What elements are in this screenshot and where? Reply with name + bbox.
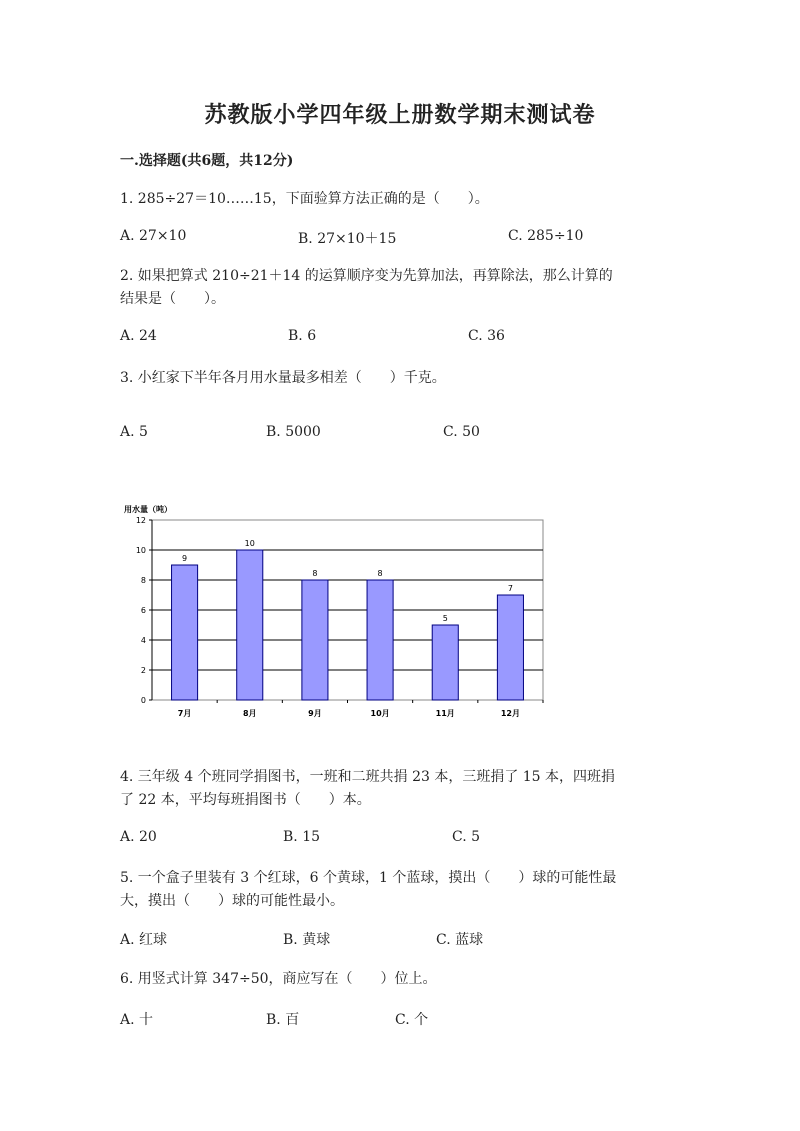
data-label: 7 [507,584,513,593]
bar [302,580,328,700]
question-5-option-c[interactable]: C. 蓝球 [436,932,484,948]
data-label: 8 [312,569,318,578]
question-4-option-b[interactable]: B. 15 [283,829,321,845]
question-2-option-b[interactable]: B. 6 [288,328,317,344]
y-tick-label: 2 [140,666,146,675]
x-tick-label: 10月 [370,709,390,718]
y-tick-label: 6 [140,606,146,615]
question-1-text: 1. 285÷27＝10……15，下面验算方法正确的是（ ）。 [120,191,489,207]
bar [497,595,523,700]
y-axis-title: 用水量（吨） [124,505,172,514]
question-4-text-line1: 4. 三年级 4 个班同学捐图书，一班和二班共捐 23 本，三班捐了 15 本，四班捐 [120,769,616,785]
question-3-option-c[interactable]: C. 50 [443,424,480,440]
question-6-option-b[interactable]: B. 百 [266,1012,300,1028]
y-tick-label: 10 [135,546,146,555]
y-tick-label: 12 [135,516,146,525]
question-1-option-c[interactable]: C. 285÷10 [508,228,584,244]
question-2-text-line1: 2. 如果把算式 210÷21＋14 的运算顺序变为先算加法，再算除法，那么计算的 [120,268,613,284]
x-tick-label: 8月 [242,709,257,718]
plot-area [136,516,543,718]
question-3-option-b[interactable]: B. 5000 [266,424,321,440]
bar [237,550,263,700]
question-5-option-a[interactable]: A. 红球 [120,932,168,948]
bar [367,580,393,700]
y-tick-label: 4 [140,636,146,645]
bar [172,565,198,700]
data-label: 10 [244,539,255,548]
y-tick-label: 0 [140,696,146,705]
question-1-option-a[interactable]: A. 27×10 [120,228,187,244]
question-5-text-line2: 大，摸出（ ）球的可能性最小。 [120,893,344,909]
page-title: 苏教版小学四年级上册数学期末测试卷 [204,102,596,128]
question-3-option-a[interactable]: A. 5 [120,424,148,440]
x-tick-label: 11月 [435,709,455,718]
question-6-text: 6. 用竖式计算 347÷50，商应写在（ ）位上。 [120,971,437,987]
question-5-text-line1: 5. 一个盒子里装有 3 个红球，6 个黄球，1 个蓝球，摸出（ ）球的可能性最 [120,870,617,886]
question-4-text-line2: 了 22 本，平均每班捐图书（ ）本。 [120,792,371,808]
question-2-text-line2: 结果是（ ）。 [120,291,225,307]
x-tick-label: 12月 [500,709,520,718]
section-heading: 一.选择题(共6题，共12分) [120,153,294,169]
water-usage-bar-chart [118,500,558,730]
question-1-option-b[interactable]: B. 27×10＋15 [298,231,397,247]
question-2-option-a[interactable]: A. 24 [120,328,157,344]
data-label: 5 [442,614,448,623]
data-label: 8 [377,569,383,578]
x-tick-label: 9月 [308,709,322,718]
question-6-option-a[interactable]: A. 十 [120,1012,154,1028]
question-3-text: 3. 小红家下半年各月用水量最多相差（ ）千克。 [120,370,446,386]
question-5-option-b[interactable]: B. 黄球 [283,932,331,948]
y-tick-label: 8 [140,576,146,585]
question-4-option-c[interactable]: C. 5 [452,829,481,845]
x-tick-label: 7月 [177,709,192,718]
question-4-option-a[interactable]: A. 20 [120,829,157,845]
data-label: 9 [182,554,188,563]
question-6-option-c[interactable]: C. 个 [395,1012,429,1028]
bar [432,625,458,700]
question-2-option-c[interactable]: C. 36 [468,328,505,344]
